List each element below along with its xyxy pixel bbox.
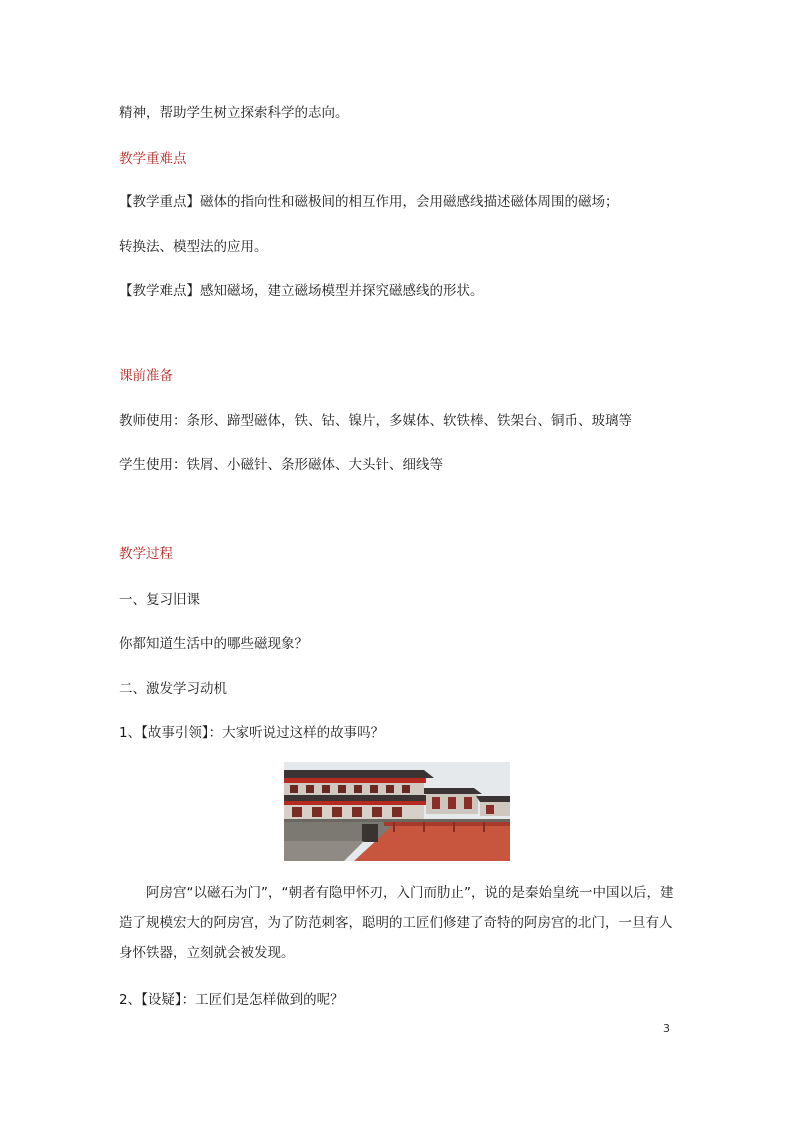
story-intro: 1、【故事引领】：大家听说过这样的故事吗？ bbox=[119, 725, 385, 741]
epang-palace-image bbox=[284, 762, 510, 861]
heading-preparation: 课前准备 bbox=[119, 368, 173, 384]
heading-key-points: 教学重难点 bbox=[119, 151, 187, 167]
question-prompt: 2、【设疑】：工匠们是怎样做到的呢？ bbox=[119, 992, 344, 1008]
difficult-point-text: 【教学难点】感知磁场，建立磁场模型并探究磁感线的形状。 bbox=[119, 283, 484, 299]
story-paragraph: 阿房宫“以磁石为门”，“朝者有隐甲怀刃，入门而肋止”，说的是秦始皇统一中国以后，建造了规模宏大的阿房宫，为了防范刺客，聪明的工匠们修建了奇特的阿房宫的北门，一旦有人身怀铁器，立刻就会被发现。 bbox=[119, 885, 674, 961]
student-materials: 学生使用：铁屑、小磁针、条形磁体、大头针、细线等 bbox=[119, 457, 443, 473]
heading-process: 教学过程 bbox=[119, 546, 173, 562]
spirit-text: 精神，帮助学生树立探索科学的志向。 bbox=[119, 105, 349, 121]
key-point-text: 【教学重点】磁体的指向性和磁极间的相互作用，会用磁感线描述磁体周围的磁场； bbox=[119, 194, 619, 210]
teacher-materials: 教师使用：条形、蹄型磁体，铁、钴、镍片，多媒体、软铁棒、铁架台、铜币、玻璃等 bbox=[119, 413, 632, 429]
part-review: 一、复习旧课 bbox=[119, 592, 200, 608]
key-point-continuation: 转换法、模型法的应用。 bbox=[119, 239, 268, 255]
part-motivation: 二、激发学习动机 bbox=[119, 681, 227, 697]
review-question: 你都知道生活中的哪些磁现象？ bbox=[119, 636, 308, 652]
page-number: 3 bbox=[663, 1022, 670, 1035]
